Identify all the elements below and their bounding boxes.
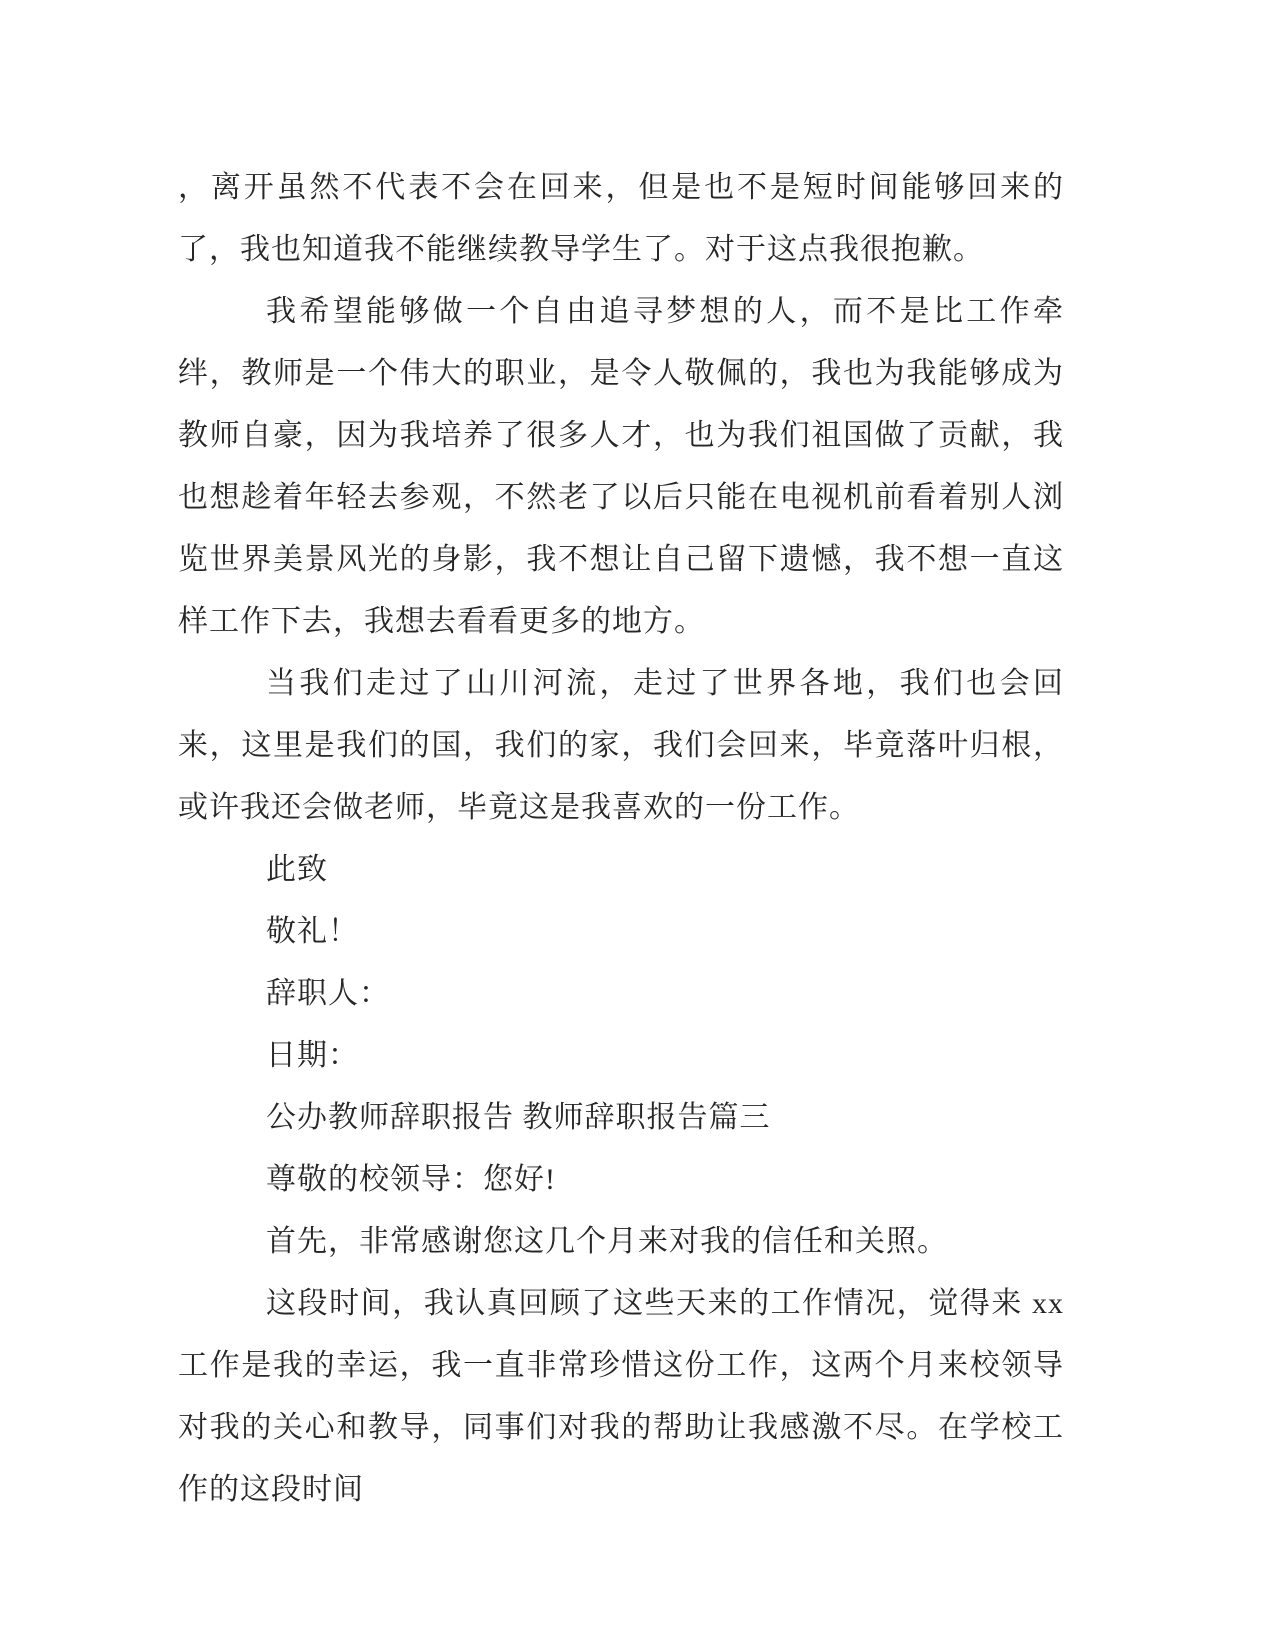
paragraph-7: 日期： xyxy=(266,1039,359,1072)
paragraph-1: ，离开虽然不代表不会在回来，但是也不是短时间能够回来的了，我也知道我不能继续教导学生了。对于这点我很抱歉。 xyxy=(178,171,1064,266)
paragraph-2: 我希望能够做一个自由追寻梦想的人，而不是比工作牵绊，教师是一个伟大的职业，是令人敬佩的，我也为我能够成为教师自豪，因为我培养了很多人才，也为我们祖国做了贡献，我也想趁着年轻去参观，不然老了以后只能在电视机前看着别人浏览世界美景风光的身影，我不想让自己留下遗憾，我不想一直这样工作下去，我想去看看更多的地方。 xyxy=(178,295,1064,638)
letter-body xyxy=(178,157,1064,1521)
paragraph-4: 此致 xyxy=(266,853,328,886)
paragraph-10: 首先，非常感谢您这几个月来对我的信任和关照。 xyxy=(266,1225,948,1258)
paragraph-9: 尊敬的校领导：您好! xyxy=(266,1163,556,1196)
paragraph-11: 这段时间，我认真回顾了这些天来的工作情况，觉得来 xx 工作是我的幸运，我一直非常珍惜这份工作，这两个月来校领导对我的关心和教导，同事们对我的帮助让我感激不尽。在学校工作的这段时间 xyxy=(178,1287,1064,1506)
paragraph-5: 敬礼！ xyxy=(266,915,359,948)
paragraph-3: 当我们走过了山川河流，走过了世界各地，我们也会回来，这里是我们的国，我们的家，我们会回来，毕竟落叶归根，或许我还会做老师，毕竟这是我喜欢的一份工作。 xyxy=(178,667,1064,824)
paragraph-6: 辞职人： xyxy=(266,977,390,1010)
paragraph-8: 公办教师辞职报告 教师辞职报告篇三 xyxy=(266,1101,771,1134)
